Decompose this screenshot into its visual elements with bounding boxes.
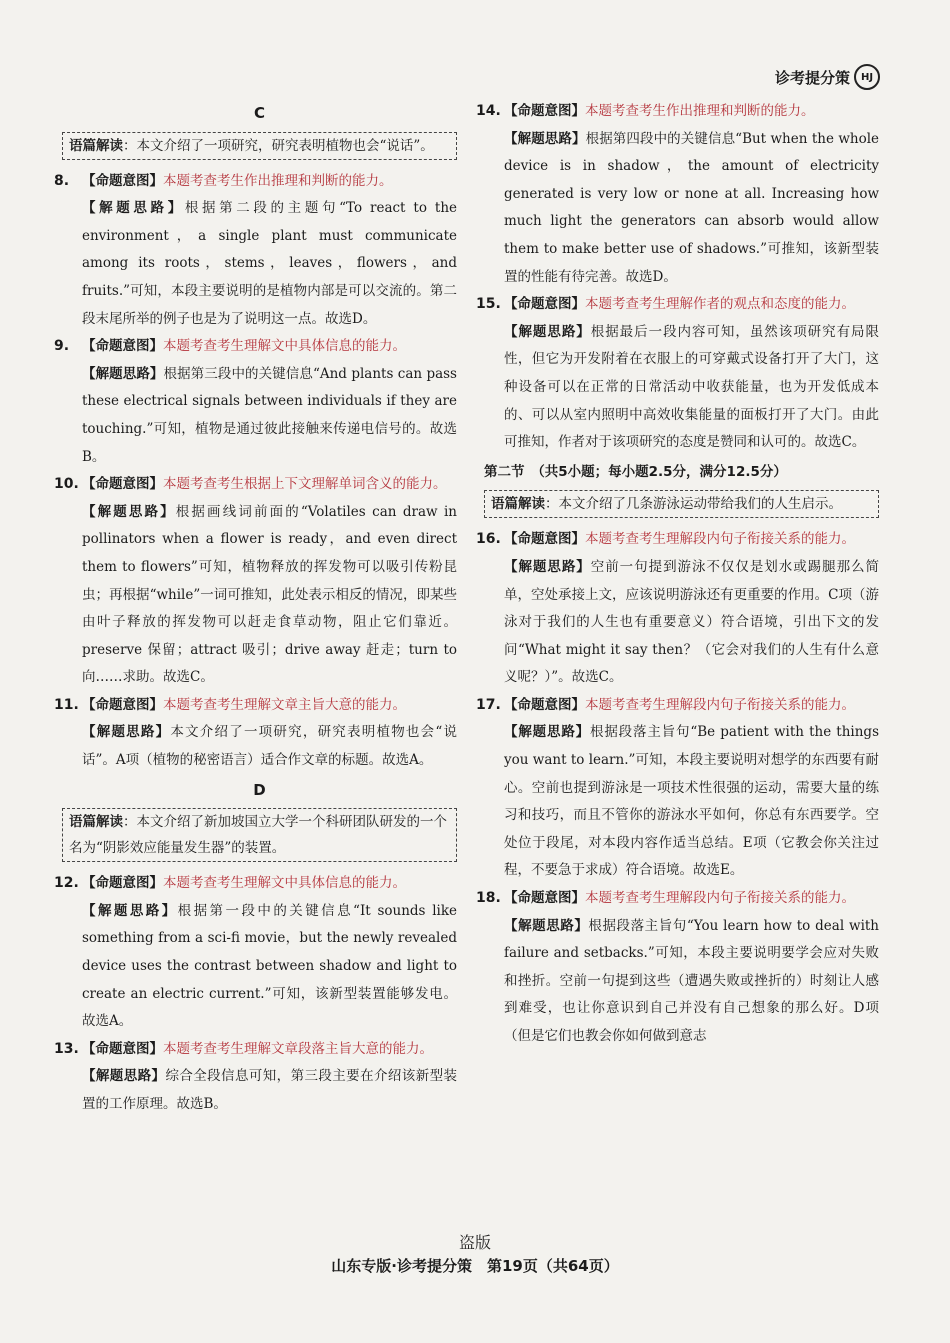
reason-text: 根据段落主旨句“You learn how to deal with failure and setbacks.”可知，本段主要说明要学会应对失败和挫折。空前一句提到这些（遭遇失败或挫折的）时刻让人感到难受，也让你意识到自己并没有自己想象的那么好。D项（但是它们也教会你如何做到意志 bbox=[504, 917, 880, 1044]
section-d-title: D bbox=[253, 780, 266, 799]
page-header bbox=[775, 64, 880, 90]
answer-item bbox=[54, 692, 457, 775]
reason-tag: 【解题思路】 bbox=[504, 323, 591, 340]
intent-text: 本题考查考生理解文章段落主旨大意的能力。 bbox=[163, 1040, 433, 1057]
page-number: 山东专版·诊考提分策 第19页（共64页） bbox=[331, 1257, 619, 1275]
answer-item bbox=[476, 526, 880, 692]
passage-summary-box-d bbox=[62, 808, 457, 862]
reason-tag: 【解题思路】 bbox=[82, 724, 171, 741]
intent-text: 本题考查考生理解作者的观点和态度的能力。 bbox=[585, 296, 855, 313]
passage-summary-box-c bbox=[62, 132, 457, 160]
answer-item bbox=[476, 885, 880, 1051]
answer-item bbox=[54, 333, 457, 471]
reason-tag: 【解题思路】 bbox=[504, 917, 589, 934]
reason-text: 根据第三段中的关键信息“And plants can pass these electrical signals between individuals if they are touching.”可知，植物是通过彼此接触来传递电信号的。故选B。 bbox=[82, 365, 457, 465]
logo-text: HJ bbox=[860, 71, 874, 83]
question-number: 13. bbox=[54, 1040, 79, 1057]
reason-text: 根据第一段中的关键信息“It sounds like something from a sci-fi movie，but the newly revealed device uses the contrast between shadow and light to create an electric current.”可知，该新型装置能够发电。故选A。 bbox=[82, 902, 458, 1030]
intent-text: 本题考查考生作出推理和判断的能力。 bbox=[163, 172, 393, 189]
answer-item bbox=[54, 870, 458, 1036]
intent-text: 本题考查考生理解段内句子衔接关系的能力。 bbox=[585, 890, 855, 907]
answer-item bbox=[476, 291, 880, 457]
question-number: 11. bbox=[54, 696, 79, 713]
intent-tag: 【命题意图】 bbox=[82, 875, 163, 892]
passage-summary-label: 语篇解读 bbox=[491, 496, 545, 513]
section-c-title: C bbox=[253, 104, 265, 122]
intent-text: 本题考查考生作出推理和判断的能力。 bbox=[585, 103, 815, 119]
watermark: 盗版 bbox=[458, 1233, 491, 1252]
reason-text: 根据画线词前面的“Volatiles can draw in pollinators when a flower is ready，and even direct them to flowers”可知，植物释放的挥发物可以吸引传粉昆虫；再根据“while”一词可推知，此处表示相反的情况，即某些由叶子释放的挥发物可以赶走食草动物，阻止它们靠近。preserve 保留；attract 吸引；drive away 赶走；turn to 向……求助。故选C。 bbox=[82, 503, 458, 686]
answer-item bbox=[54, 471, 458, 692]
passage-summary-box-2 bbox=[484, 490, 879, 518]
intent-text: 本题考查考生理解文中具体信息的能力。 bbox=[163, 338, 406, 355]
intent-tag: 【命题意图】 bbox=[82, 1040, 163, 1057]
reason-text: 空前一句提到游泳不仅仅是划水或踢腿那么简单，空处承接上文，应该说明游泳还有更重要的作用。C项（游泳对于我们的人生也有重要意义）符合语境，引出下文的发问“What might it say then？（它会对我们的人生有什么意义呢？）”。故选C。 bbox=[504, 558, 880, 686]
reason-text: 根据第四段中的关键信息“But when the whole device is in shadow，the amount of electricity generated is very low or none at all. Increasing how much light the generators can absorb would allow them to make better use of shadows.”可推知，该新型装置的性能有待完善。故选D。 bbox=[504, 130, 880, 285]
intent-tag: 【命题意图】 bbox=[504, 696, 585, 713]
answer-item bbox=[476, 692, 880, 885]
intent-text: 本题考查考生理解文中具体信息的能力。 bbox=[163, 875, 406, 892]
question-number: 9. bbox=[54, 338, 70, 355]
brand-logo-icon bbox=[854, 64, 880, 90]
reason-tag: 【解题思路】 bbox=[504, 724, 591, 741]
reason-tag: 【解题思路】 bbox=[82, 902, 178, 919]
passage-summary-text: ：本文介绍了几条游泳运动带给我们的人生启示。 bbox=[545, 496, 842, 513]
question-number: 14. bbox=[476, 103, 501, 119]
intent-tag: 【命题意图】 bbox=[82, 476, 163, 493]
answer-item bbox=[476, 98, 880, 291]
left-column bbox=[54, 98, 458, 1119]
brand-title: 诊考提分策 bbox=[774, 68, 850, 87]
answer-item bbox=[54, 168, 458, 334]
section-2-title: 第二节 （共5小题；每小题2.5分，满分12.5分） bbox=[484, 463, 787, 480]
reason-text: 综合全段信息可知，第三段主要在介绍该新型装置的工作原理。故选B。 bbox=[82, 1068, 458, 1112]
reason-tag: 【解题思路】 bbox=[82, 1068, 166, 1085]
intent-text: 本题考查考生理解段内句子衔接关系的能力。 bbox=[585, 696, 855, 713]
reason-tag: 【解题思路】 bbox=[82, 503, 176, 520]
intent-tag: 【命题意图】 bbox=[82, 338, 163, 355]
reason-text: 根据段落主旨句“Be patient with the things you want to learn.”可知，本段主要说明对想学的东西要有耐心。空前也提到游泳是一项技术性很强的运动，需要大量的练习和技巧，而且不管你的游泳水平如何，你总有东西要学。空处位于段尾，对本段内容作适当总结。E项（它教会你关注过程，不要急于求成）符合语境。故选E。 bbox=[504, 724, 880, 879]
intent-tag: 【命题意图】 bbox=[504, 890, 585, 907]
reason-tag: 【解题思路】 bbox=[82, 200, 185, 217]
intent-tag: 【命题意图】 bbox=[82, 172, 163, 189]
reason-tag: 【解题思路】 bbox=[504, 558, 591, 575]
reason-text: 根据第二段的主题句“To react to the environment，a single plant must communicate among its roots，stems，leaves，flowers，and fruits.”可知，本段主要说明的是植物内部是可以交流的。第二段末尾所举的例子也是为了说明这一点。故选D。 bbox=[82, 200, 458, 327]
question-number: 8. bbox=[54, 172, 70, 189]
intent-tag: 【命题意图】 bbox=[504, 103, 585, 119]
passage-summary-text: ：本文介绍了一项研究，研究表明植物也会“说话”。 bbox=[123, 137, 434, 154]
intent-tag: 【命题意图】 bbox=[504, 531, 585, 548]
intent-tag: 【命题意图】 bbox=[504, 296, 585, 313]
passage-summary-text: ：本文介绍了新加坡国立大学一个科研团队研发的一个名为“阴影效应能量发生器”的装置。 bbox=[69, 814, 447, 857]
question-number: 16. bbox=[476, 531, 501, 548]
intent-text: 本题考查考生根据上下文理解单词含义的能力。 bbox=[163, 476, 447, 493]
reason-text: 本文介绍了一项研究，研究表明植物也会“说话”。A项（植物的秘密语言）适合作文章的标题。故选A。 bbox=[82, 724, 457, 769]
reason-text: 根据最后一段内容可知，虽然该项研究有局限性，但它为开发附着在衣服上的可穿戴式设备打开了大门，这种设备可以在正常的日常活动中收获能量，也为开发低成本的、可以从室内照明中高效收集能量的面板打开了大门。由此可推知，作者对于该项研究的态度是赞同和认可的。故选C。 bbox=[504, 323, 880, 451]
answer-item bbox=[54, 1036, 458, 1119]
passage-summary-label: 语篇解读 bbox=[69, 137, 123, 154]
page-footer bbox=[0, 1233, 950, 1279]
intent-text: 本题考查考生理解段内句子衔接关系的能力。 bbox=[585, 531, 855, 548]
passage-summary-label: 语篇解读 bbox=[69, 814, 123, 831]
question-number: 12. bbox=[54, 875, 79, 892]
reason-tag: 【解题思路】 bbox=[82, 365, 164, 382]
question-number: 18. bbox=[476, 890, 501, 907]
question-number: 10. bbox=[54, 476, 79, 493]
right-column bbox=[476, 98, 880, 1051]
question-number: 17. bbox=[476, 696, 501, 713]
reason-tag: 【解题思路】 bbox=[504, 130, 586, 147]
intent-tag: 【命题意图】 bbox=[82, 696, 163, 713]
question-number: 15. bbox=[476, 296, 501, 313]
intent-text: 本题考查考生理解文章主旨大意的能力。 bbox=[163, 696, 406, 713]
